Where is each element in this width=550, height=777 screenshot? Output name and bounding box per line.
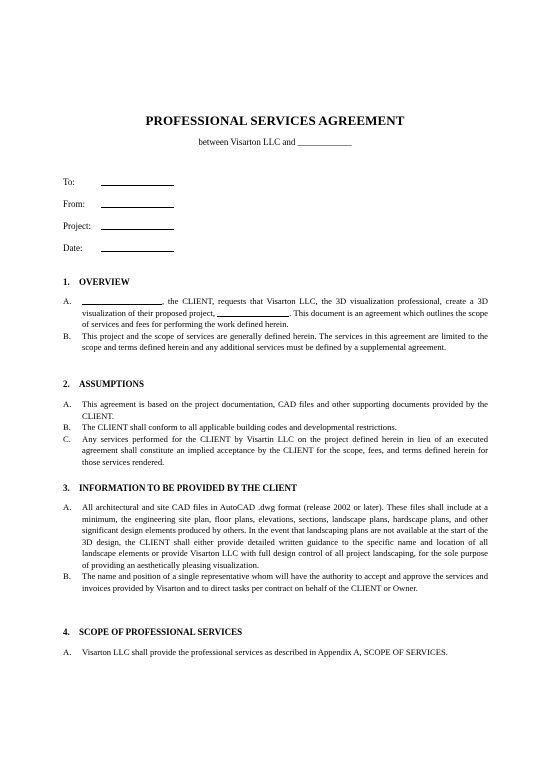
meta-label: To: [63, 177, 75, 187]
project-name-blank [217, 308, 289, 317]
section-heading-4: 4. SCOPE OF PROFESSIONAL SERVICES [63, 627, 243, 637]
section-heading-1: 1. OVERVIEW [63, 277, 130, 287]
meta-label: Date: [63, 243, 83, 253]
list-item: A. , the CLIENT, requests that Visarton LLC, the 3D visualization professional, create a 3D visualization of their proposed project, . This document is an agreement which outlines the scope of services and fees for performing the work defined herein. [63, 296, 489, 329]
list-item: A. This agreement is based on the project documentation, CAD files and other supporting documents provided by the CLIENT. [63, 399, 488, 421]
meta-date [63, 242, 174, 253]
list-item: A. Visarton LLC shall provide the professional services as described in Appendix A, SCOPE OF SERVICES. [63, 647, 448, 657]
section-heading-2: 2. ASSUMPTIONS [63, 379, 145, 389]
list-item: C. Any services performed for the CLIENT by Visartin LLC on the project defined herein in lieu of an executed agreement shall constitute an implied acceptance by the CLIENT for the scope, fees, and terms defined herein for those services rendered. [63, 433, 488, 467]
list-item: A. All architectural and site CAD files in AutoCAD .dwg format (release 2002 or later). These files shall include at a minimum, the engineering site plan, floor plans, elevations, sections, landscape plans, hardscape plans, and other significant design elements produced by others. In the event that landscaping plans are not available at the start of the 3D design, the CLIENT shall either provide detailed written guidance to the specific name and location of all landscape elements or provide Visarton LLC with full design control of all project landscaping, for the sole purpose of providing an aesthetically pleasing visualization. [63, 502, 488, 570]
meta-label: Project: [63, 221, 91, 231]
list-item: B. This project and the scope of services are generally defined herein. The services in this agreement are limited to the scope and terms defined herein and any additional services must be defined by a supplemental agreement. [63, 330, 488, 352]
meta-blank-line [101, 176, 174, 186]
meta-blank-line [101, 220, 174, 230]
list-item: B. The name and position of a single representative whom will have the authority to accept and approve the services and invoices provided by Visarton and to direct tasks per contract on behalf of the CLIENT or Owner. [63, 571, 488, 593]
meta-blank-line [101, 198, 174, 208]
meta-project [63, 220, 174, 231]
section-4-items [63, 647, 488, 659]
list-item: B. The CLIENT shall conform to all applicable building codes and developmental restrictions. [63, 422, 397, 432]
meta-blank-line [101, 242, 174, 252]
client-name-blank [82, 296, 162, 305]
section-3-items [63, 502, 488, 594]
meta-to [63, 176, 174, 187]
meta-label: From: [63, 199, 86, 209]
section-1-items [63, 296, 488, 354]
section-heading-3: 3. INFORMATION TO BE PROVIDED BY THE CLIENT [63, 483, 298, 493]
meta-from [63, 198, 174, 209]
section-2-items [63, 399, 488, 468]
document-title: PROFESSIONAL SERVICES AGREEMENT [145, 113, 405, 128]
document-subtitle: between Visarton LLC and ____________ [198, 137, 352, 147]
